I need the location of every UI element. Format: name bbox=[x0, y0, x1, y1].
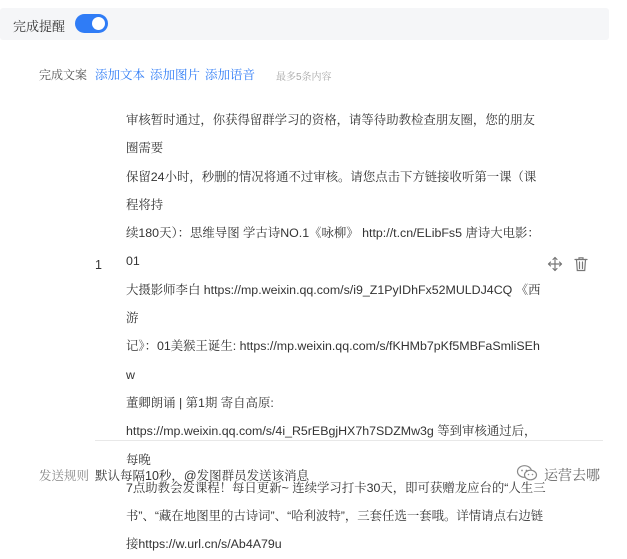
message-line: 保留24小时，秒删的情况将通不过审核。请您点击下方链接收听第一课（课程将持 bbox=[126, 169, 537, 212]
toggle-knob bbox=[92, 17, 105, 30]
reminder-bar bbox=[0, 8, 609, 40]
message-line: 书”、“藏在地图里的古诗词”、“哈利波特”，三套任选一套哦。详情请点右边链 bbox=[126, 509, 544, 524]
message-line: 大摄影师李白 https://mp.weixin.qq.com/s/i9_Z1PyIDhFx52MULDJ4CQ 《西游 bbox=[126, 282, 541, 326]
copy-limit-hint: 最多5条内容 bbox=[276, 72, 332, 83]
reminder-title: 完成提醒 bbox=[13, 19, 66, 34]
send-rule-value: 默认每隔10秒，@发图群员发送该消息 bbox=[95, 469, 310, 483]
add-text-button[interactable]: 添加文本 bbox=[95, 68, 146, 82]
add-voice-button[interactable]: 添加语音 bbox=[205, 68, 256, 82]
message-line: 续180天）：思维导图 学古诗NO.1《咏柳》 http://t.cn/ELibFs5 唐诗大电影：01 bbox=[126, 226, 540, 269]
message-text[interactable] bbox=[126, 106, 546, 559]
reminder-toggle[interactable] bbox=[75, 14, 108, 33]
message-line: 审核暂时通过，你获得留群学习的资格，请等待助教检查朋友圈，您的朋友圈需要 bbox=[126, 113, 535, 156]
copy-label: 完成文案 bbox=[39, 68, 88, 82]
message-line: 记》：01美猴王诞生: https://mp.weixin.qq.com/s/fKHMb7pKf5MBFaSmliSEhw bbox=[126, 339, 540, 382]
watermark-text: 运营去哪 bbox=[544, 467, 600, 483]
move-icon[interactable] bbox=[547, 256, 563, 272]
message-line: 董卿朗诵 | 第1期 寄自高原: bbox=[126, 395, 274, 410]
message-line: 7点助教会发课程！每日更新~ 连续学习打卡30天，即可获赠龙应台的“人生三 bbox=[126, 480, 546, 495]
trash-icon[interactable] bbox=[573, 256, 589, 272]
message-line: 接https://w.url.cn/s/Ab4A79u bbox=[126, 537, 282, 552]
wechat-icon bbox=[516, 464, 538, 482]
send-rule-label: 发送规则 bbox=[39, 469, 90, 483]
add-image-button[interactable]: 添加图片 bbox=[150, 68, 201, 82]
message-line: https://mp.weixin.qq.com/s/4i_R5rEBgjHX7h7SDZMw3g 等到审核通过后，每晚 bbox=[126, 424, 537, 467]
message-index: 1 bbox=[95, 258, 102, 272]
